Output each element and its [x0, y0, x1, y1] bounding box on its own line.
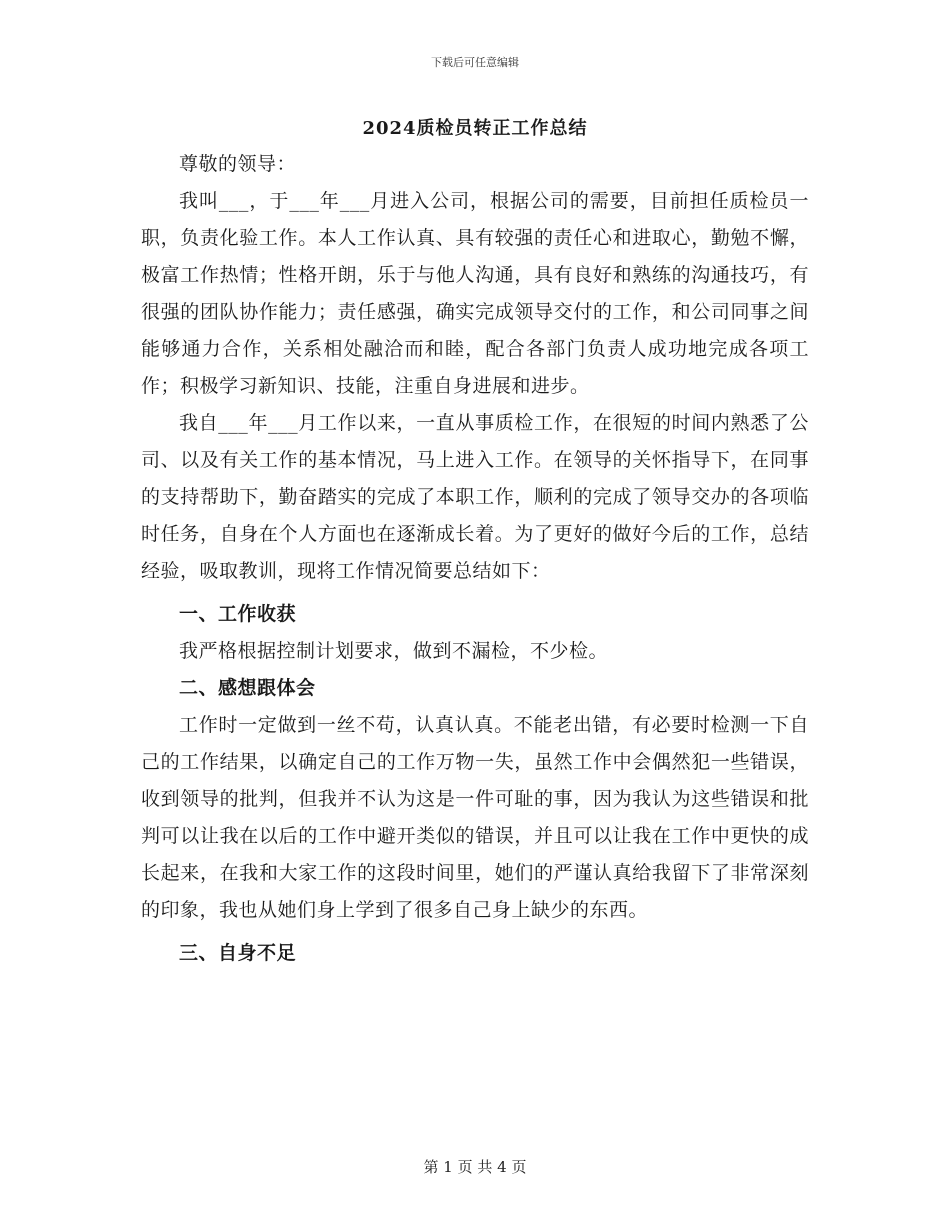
document-title: 2024质检员转正工作总结 — [362, 118, 588, 139]
section-heading-gains: 一、工作收获 — [179, 603, 297, 625]
header-note: 下载后可任意编辑 — [431, 56, 519, 69]
paragraph-work-history: 我自___年___月工作以来，一直从事质检工作，在很短的时间内熟悉了公司、以及有关工作的基本情况，马上进入工作。在领导的关怀指导下，在同事的支持帮助下，勤奋踏实的完成了本职工作，顺利的完成了领导交办的各项临时任务，自身在个人方面也在逐渐成长着。为了更好的做好今后的工作，总结经验，吸取教训，现将工作情况简要总结如下： — [141, 412, 809, 582]
salutation: 尊敬的领导： — [179, 153, 297, 175]
document-body — [141, 146, 809, 972]
section-heading-reflections: 二、感想跟体会 — [179, 677, 316, 699]
section-heading-shortcomings: 三、自身不足 — [179, 942, 297, 964]
page-footer: 第 1 页 共 4 页 — [423, 1158, 527, 1176]
paragraph-gains: 我严格根据控制计划要求，做到不漏检，不少检。 — [179, 640, 609, 662]
paragraph-reflections: 工作时一定做到一丝不苟，认真认真。不能老出错，有必要时检测一下自己的工作结果，以确定自己的工作万物一失，虽然工作中会偶然犯一些错误，收到领导的批判，但我并不认为这是一件可耻的事，因为我认为这些错误和批判可以让我在以后的工作中避开类似的错误，并且可以让我在工作中更快的成长起来，在我和大家工作的这段时间里，她们的严谨认真给我留下了非常深刻的印象，我也从她们身上学到了很多自己身上缺少的东西。 — [141, 714, 809, 921]
paragraph-intro: 我叫___，于___年___月进入公司，根据公司的需要，目前担任质检员一职，负责化验工作。本人工作认真、具有较强的责任心和进取心，勤勉不懈，极富工作热情；性格开朗，乐于与他人沟通，具有良好和熟练的沟通技巧，有很强的团队协作能力；责任感强，确实完成领导交付的工作，和公司同事之间能够通力合作，关系相处融洽而和睦，配合各部门负责人成功地完成各项工作；积极学习新知识、技能，注重自身进展和进步。 — [141, 190, 809, 397]
